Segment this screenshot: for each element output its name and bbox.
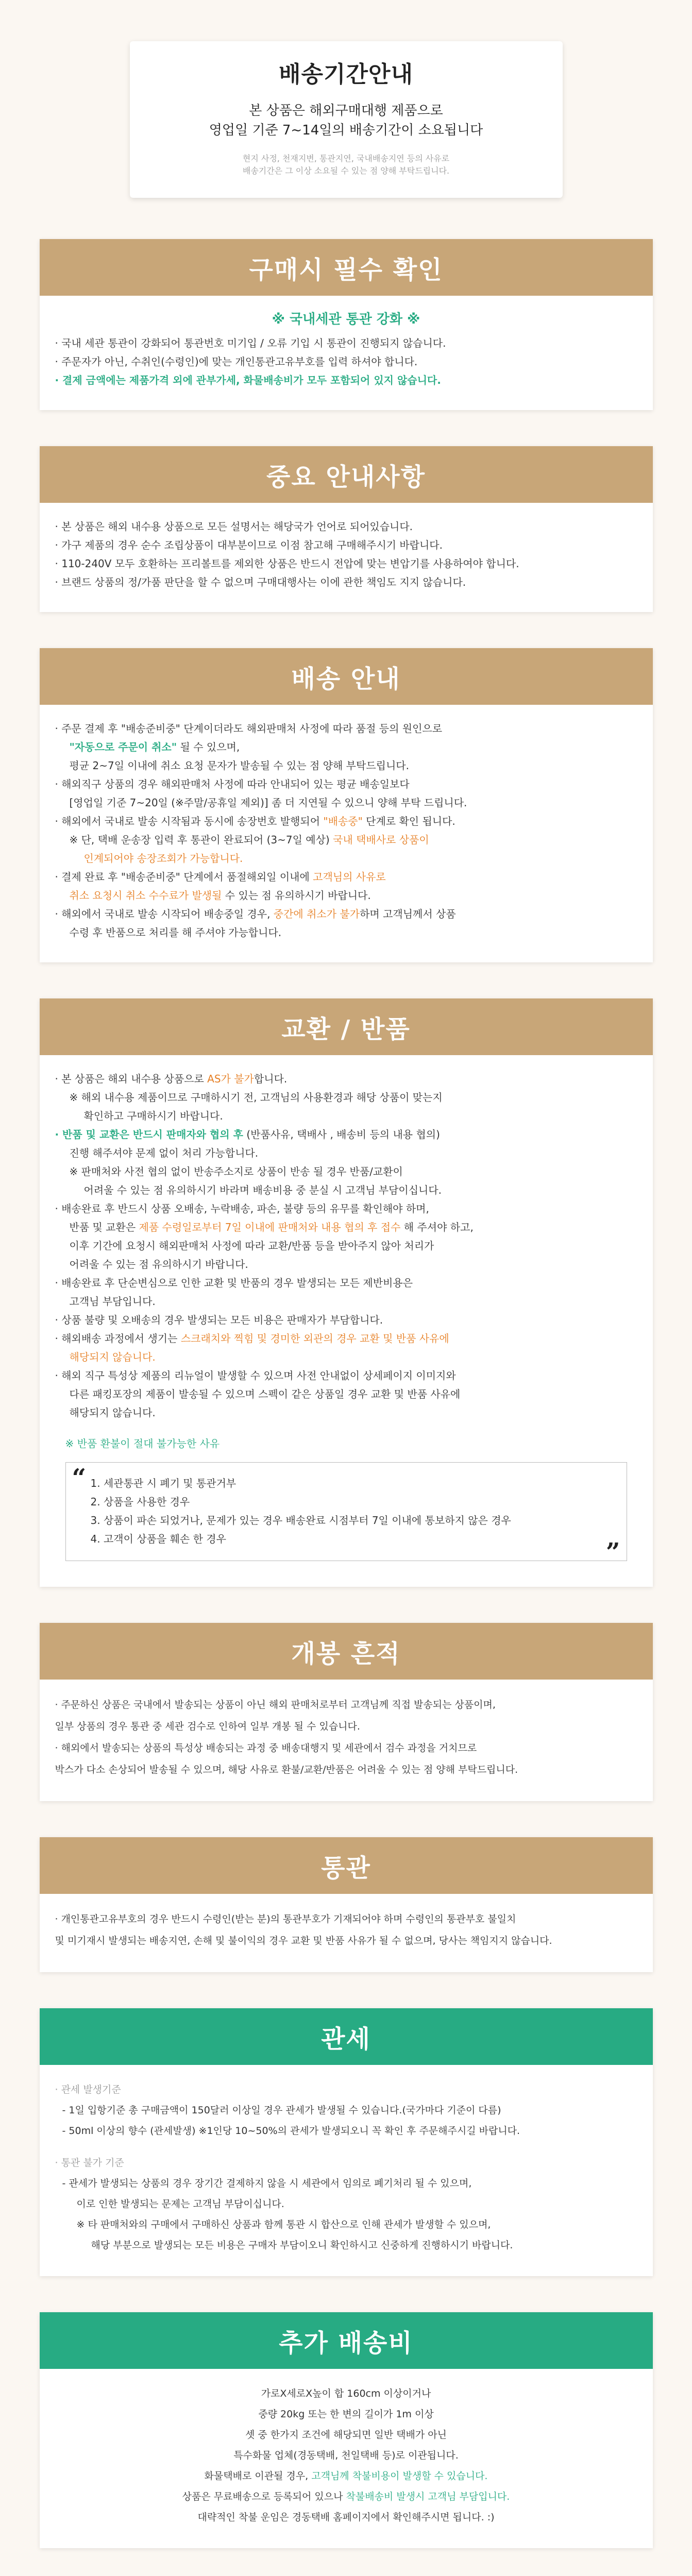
extra-text: 상품은 무료배송으로 등록되어 있으나 (182, 2491, 346, 2502)
auto-cancel-highlight: "자동으로 주문이 취소" (69, 741, 177, 753)
extra-shipping-body (40, 2369, 653, 2548)
exchange-line: ※ 해외 내수용 제품이므로 구매하시기 전, 고객님의 사용환경과 해당 상품이 맞는지 (69, 1091, 443, 1104)
notice-item: · 가구 제품의 경우 순수 조립상품이 대부분이므로 이점 참고해 구매해주시기 바랍니다. (55, 539, 443, 551)
exchange-line: 고객님 부담입니다. (69, 1295, 156, 1308)
shipping-text: 단계로 확인 됩니다. (362, 815, 455, 827)
shipping-line (55, 738, 637, 756)
in-transit-highlight: "배송중" (323, 815, 363, 827)
shipping-line: 평균 2~7일 이내에 취소 요청 문자가 발송될 수 있는 점 양해 부탁드립니다. (69, 759, 409, 772)
exchange-line (55, 1329, 637, 1348)
shipping-text: · 결제 완료 후 "배송준비중" 단계에서 품절해외일 이내에 (55, 871, 313, 883)
exchange-return-title: 교환 / 반품 (40, 998, 653, 1055)
extra-text: 화물택배로 이관될 경우, (204, 2470, 312, 2482)
opened-item: · 주문하신 상품은 국내에서 발송되는 상품이 아닌 해외 판매처로부터 고객님께 직접 발송되는 상품이며, (55, 1699, 496, 1710)
shipping-text: 하며 고객님께서 상품 (360, 908, 456, 920)
exchange-line: 해당되지 않습니다. (69, 1351, 156, 1363)
scratch-highlight: 스크래치와 찍힘 및 경미한 외관의 경우 교환 및 반품 사유에 (180, 1332, 449, 1345)
purchase-item: · 주문자가 아닌, 수취인(수령인)에 맞는 개인통관고유부호를 입력 하셔야 합니다. (55, 355, 418, 368)
opened-item: 박스가 다소 손상되어 발송될 수 있으며, 해당 사유로 환불/교환/반품은 어려울 수 있는 점 양해 부탁드립니다. (55, 1764, 518, 1775)
shipping-period-note (145, 152, 547, 177)
customs-line: · 개인통관고유부호의 경우 반드시 수령인(받는 분)의 통관부호가 기재되어야 하며 수령인의 통관부호 불일치 (55, 1913, 516, 1925)
open-quote-icon: “ (72, 1464, 87, 1493)
purchase-check-body (40, 296, 653, 410)
opened-trace-body (40, 1680, 653, 1801)
shipping-text: ※ 단, 택배 운송장 입력 후 통관이 완료되어 (3~7일 예상) (69, 834, 333, 846)
important-notice-body (40, 503, 653, 612)
exchange-line: · 상품 불량 및 오배송의 경우 발생되는 모든 비용은 판매자가 부담합니다. (55, 1314, 383, 1326)
seven-days-highlight: 제품 수령일로부터 7일 이내에 판매처와 내용 협의 후 접수 (139, 1221, 401, 1233)
shipping-period-title: 배송기간안내 (278, 61, 414, 88)
tax-ref-label: · 통관 불가 기준 (55, 2157, 124, 2168)
purchase-item: · 결제 금액에는 제품가격 외에 관부가세, 화물배송비가 모두 포함되어 있지 않습니다. (55, 374, 441, 386)
notice-item: · 110-240V 모두 호환하는 프리볼트를 제외한 상품은 반드시 전압에 맞는 변압기를 사용하여야 합니다. (55, 557, 519, 570)
shipping-period-line2: 영업일 기준 7~14일의 배송기간이 소요됩니다 (209, 123, 483, 138)
customs-strengthened-subtitle: ※ 국내세관 통관 강화 ※ (272, 312, 420, 327)
collect-fee-highlight: 고객님께 착불비용이 발생할 수 있습니다. (311, 2470, 488, 2482)
exchange-return-section (40, 998, 653, 1587)
customer-pays-highlight: 착불배송비 발생시 고객님 부담입니다. (346, 2491, 510, 2502)
shipping-period-note1: 현지 사정, 천재지변, 통관지연, 국내배송지연 등의 사유로 (242, 154, 450, 163)
exchange-line: 다른 패킹포장의 제품이 발송될 수 있으며 스펙이 같은 상품일 경우 교환 및 반품 사유에 (69, 1388, 461, 1400)
shipping-line (55, 831, 637, 849)
exchange-line (55, 1070, 637, 1088)
extra-line: 셋 중 한가지 조건에 해당되면 일반 택배가 아닌 (245, 2429, 447, 2441)
exchange-text: 합니다. (254, 1073, 288, 1085)
opened-item: 일부 상품의 경우 통관 중 세관 검수로 인하여 일부 개봉 될 수 있습니다. (55, 1721, 360, 1732)
exchange-text: (반품사유, 택배사 , 배송비 등의 내용 협의) (243, 1128, 440, 1141)
notice-item: · 브랜드 상품의 정/가품 판단을 할 수 없으며 구매대행사는 이에 관한 책임도 지지 않습니다. (55, 576, 466, 588)
shipping-text: 될 수 있으며, (177, 741, 240, 753)
tax-title: 관세 (40, 2008, 653, 2065)
exchange-text: · 본 상품은 해외 내수용 상품으로 (55, 1073, 208, 1085)
no-refund-item: 3. 상품이 파손 되었거나, 문제가 있는 경우 배송완료 시점부터 7일 이내에 통보하지 않은 경우 (90, 1514, 511, 1527)
exchange-line: 이후 기간에 요청시 해외판매처 사정에 따라 교환/반품 등을 받아주지 않아 처리가 (69, 1240, 434, 1252)
seller-consult-highlight: · 반품 및 교환은 반드시 판매자와 협의 후 (55, 1128, 243, 1141)
tax-line: - 관세가 발생되는 상품의 경우 장기간 결제하지 않을 시 세관에서 임의로 폐기처리 될 수 있으며, (62, 2178, 472, 2189)
no-refund-item: 4. 고객이 상품을 훼손 한 경우 (90, 1533, 226, 1545)
opened-trace-section (40, 1623, 653, 1801)
no-as-highlight: AS가 불가 (207, 1073, 254, 1085)
shipping-line: 인계되어야 송장조회가 가능합니다. (83, 852, 243, 865)
shipping-line: · 주문 결제 후 "배송준비중" 단계이더라도 해외판매처 사정에 따라 품절 등의 원인으로 (55, 722, 443, 735)
exchange-line (55, 1125, 637, 1144)
shipping-line: 수령 후 반품으로 처리를 해 주셔야 가능합니다. (69, 926, 282, 939)
page (0, 41, 692, 2576)
extra-line: 중량 20kg 또는 한 변의 길이가 1m 이상 (258, 2409, 434, 2420)
shipping-line: · 해외직구 상품의 경우 해외판매처 사정에 따라 안내되어 있는 평균 배송일보다 (55, 778, 410, 790)
shipping-period-line1: 본 상품은 해외구매대행 제품으로 (249, 103, 443, 118)
tax-line: ※ 타 판매처와의 구매에서 구매하신 상품과 함께 통관 시 합산으로 인해 관세가 발생할 수 있으며, (76, 2219, 491, 2230)
cancel-fee-highlight: 취소 요청시 취소 수수료가 발생될 (69, 889, 222, 902)
shipping-text: · 해외에서 국내로 발송 시작됨과 동시에 송장번호 발행되어 (55, 815, 324, 827)
purchase-check-section (40, 239, 653, 410)
extra-line (55, 2466, 637, 2486)
shipping-guide-section (40, 648, 653, 962)
customs-line: 및 미기재시 발생되는 배송지연, 손해 및 불이익의 경우 교환 및 반품 사유가 될 수 없으며, 당사는 책임지지 않습니다. (55, 1935, 552, 1946)
extra-line (55, 2486, 637, 2507)
important-notice-title: 중요 안내사항 (40, 446, 653, 503)
no-cancel-highlight: 중간에 취소가 불가 (273, 908, 360, 920)
important-notice-section (40, 446, 653, 612)
exchange-text: 해 주셔야 하고, (400, 1221, 474, 1233)
customs-title: 통관 (40, 1837, 653, 1894)
exchange-line: 진행 해주셔야 문제 없이 처리 가능합니다. (69, 1147, 259, 1159)
shipping-line (55, 868, 637, 886)
exchange-line: 어려울 수 있는 점 유의하시기 바라며 배송비용 중 분실 시 고객님 부담이십니다. (83, 1184, 442, 1196)
opened-trace-title: 개봉 흔적 (40, 1623, 653, 1680)
tax-line: - 1일 입항기준 총 구매금액이 150달러 이상일 경우 관세가 발생될 수 있습니다.(국가마다 기준이 다름) (62, 2105, 501, 2116)
shipping-text: · 해외에서 국내로 발송 시작되어 배송중일 경우, (55, 908, 274, 920)
tax-section (40, 2008, 653, 2276)
exchange-line: · 배송완료 후 반드시 상품 오배송, 누락배송, 파손, 불량 등의 유무를 확인해야 하며, (55, 1202, 429, 1215)
exchange-text: · 해외배송 과정에서 생기는 (55, 1332, 181, 1345)
shipping-line (55, 905, 637, 923)
exchange-line: · 배송완료 후 단순변심으로 인한 교환 및 반품의 경우 발생되는 모든 제반비용은 (55, 1277, 413, 1289)
shipping-text: 수 있는 점 유의하시기 바랍니다. (222, 889, 371, 902)
customs-section (40, 1837, 653, 1972)
courier-handover-highlight: 국내 택배사로 상품이 (333, 834, 429, 846)
exchange-line: 확인하고 구매하시기 바랍니다. (83, 1110, 223, 1122)
shipping-guide-title: 배송 안내 (40, 648, 653, 705)
shipping-guide-body (40, 705, 653, 962)
extra-shipping-title: 추가 배송비 (40, 2312, 653, 2369)
no-refund-box (65, 1462, 627, 1567)
tax-ref-label: · 관세 발생기준 (55, 2084, 121, 2095)
exchange-line: ※ 판매처와 사전 협의 없이 반송주소지로 상품이 반송 될 경우 반품/교환이 (69, 1165, 403, 1178)
tax-line: 이로 인한 발생되는 문제는 고객님 부담이십니다. (76, 2198, 284, 2210)
shipping-period-note2: 배송기간은 그 이상 소요될 수 있는 점 양해 부탁드립니다. (242, 166, 450, 176)
no-refund-title: ※ 반품 환불이 절대 불가능한 사유 (65, 1437, 220, 1450)
shipping-line (55, 812, 637, 831)
shipping-period-card (130, 41, 563, 198)
no-refund-item: 2. 상품을 사용한 경우 (90, 1496, 190, 1508)
exchange-line: 해당되지 않습니다. (69, 1406, 156, 1419)
tax-line: 해당 부분으로 발생되는 모든 비용은 구매자 부담이오니 확인하시고 신중하게 진행하시기 바랍니다. (91, 2240, 513, 2251)
extra-line: 대략적인 착불 운임은 경동택배 홈페이지에서 확인해주시면 됩니다. :) (197, 2512, 495, 2523)
customer-reason-highlight: 고객님의 사유로 (313, 871, 386, 883)
exchange-line (55, 1218, 637, 1236)
notice-item: · 본 상품은 해외 내수용 상품으로 모든 설명서는 해당국가 언어로 되어있습니다. (55, 520, 413, 533)
purchase-check-title: 구매시 필수 확인 (40, 239, 653, 296)
shipping-line: [영업일 기준 7~20일 (※주말/공휴일 제외)] 좀 더 지연될 수 있으니 양해 부탁 드립니다. (69, 796, 467, 809)
extra-line: 특수화물 업체(경동택배, 천일택배 등)로 이관됩니다. (233, 2450, 459, 2461)
exchange-line: 어려울 수 있는 점 유의하시기 바랍니다. (69, 1258, 248, 1270)
purchase-item: · 국내 세관 통관이 강화되어 통관번호 미기입 / 오류 기입 시 통관이 진행되지 않습니다. (55, 337, 446, 349)
shipping-line (55, 886, 637, 905)
customs-body (40, 1894, 653, 1972)
opened-item: · 해외에서 발송되는 상품의 특성상 배송되는 과정 중 배송대행지 및 세관에서 검수 과정을 거치므로 (55, 1742, 477, 1754)
exchange-line: · 해외 직구 특성상 제품의 리뉴얼이 발생할 수 있으며 사전 안내없이 상세페이지 이미지와 (55, 1369, 456, 1382)
tax-line: - 50ml 이상의 향수 (관세발생) ※1인당 10~50%의 관세가 발생되오니 꼭 확인 후 주문해주시길 바랍니다. (62, 2125, 520, 2137)
extra-line: 가로X세로X높이 합 160cm 이상이거나 (261, 2388, 431, 2399)
tax-body (40, 2065, 653, 2276)
exchange-return-body (40, 1055, 653, 1587)
no-refund-item: 1. 세관통관 시 폐기 및 통관거부 (90, 1477, 237, 1489)
exchange-text: 반품 및 교환은 (69, 1221, 139, 1233)
extra-shipping-section (40, 2312, 653, 2548)
close-quote-icon: ” (605, 1538, 620, 1567)
